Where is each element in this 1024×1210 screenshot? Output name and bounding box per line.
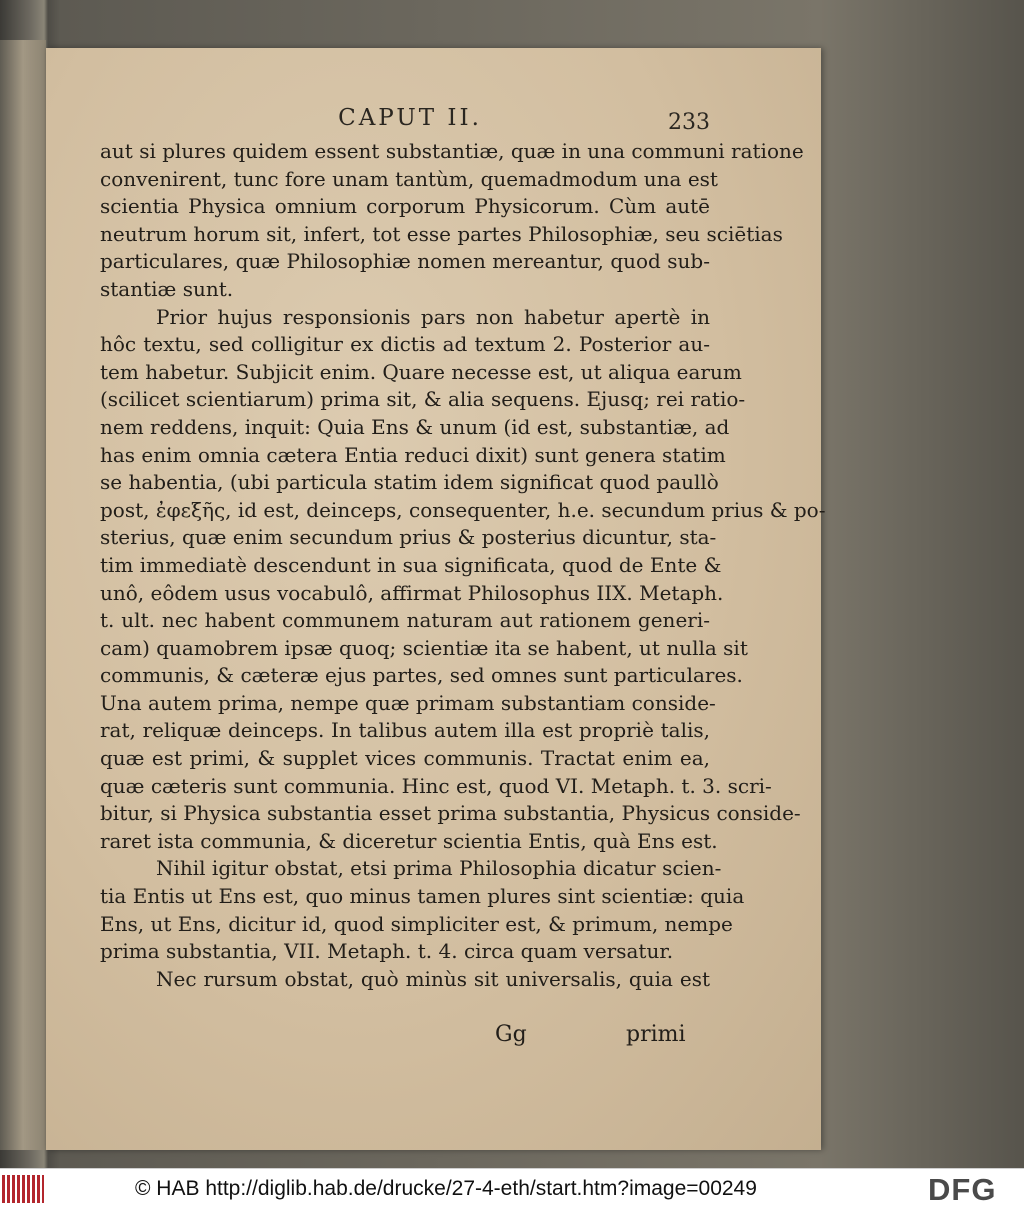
text-line: tia Entis ut Ens est, quo minus tamen plures sint scientiæ: quia: [100, 884, 745, 909]
copyright-link[interactable]: © HAB http://diglib.hab.de/drucke/27-4-eth/start.htm?image=00249: [135, 1177, 757, 1200]
text-line: post, ἐφεξῆς, id est, deinceps, consequenter, h.e. secundum prius & po-: [100, 497, 826, 522]
viewer-footer: [0, 1168, 1024, 1210]
library-logo-icon: [2, 1175, 44, 1203]
page-number: 233: [668, 110, 710, 135]
dfg-logo: DFG: [928, 1172, 997, 1207]
text-line: communis, & cæteræ ejus partes, sed omnes sunt particulares.: [100, 663, 743, 688]
text-line: quæ cæteris sunt communia. Hinc est, quod VI. Metaph. t. 3. scri-: [100, 773, 772, 798]
text-line: scientia Physica omnium corporum Physicorum. Cùm autē: [100, 194, 710, 219]
body-text: [100, 138, 826, 993]
text-line: rat, reliquæ deinceps. In talibus autem illa est propriè talis,: [100, 718, 710, 743]
text-line: convenirent, tunc fore unam tantùm, quemadmodum una est: [100, 166, 718, 191]
text-line: raret ista communia, & diceretur scientia Entis, quà Ens est.: [100, 828, 718, 853]
text-line: (scilicet scientiarum) prima sit, & alia sequens. Ejusq; rei ratio-: [100, 387, 746, 412]
text-line: quæ est primi, & supplet vices communis. Tractat enim ea,: [100, 746, 710, 771]
text-line: stantiæ sunt.: [100, 276, 234, 301]
facing-page-edge: [0, 40, 46, 1150]
text-line: tim immediatè descendunt in sua significata, quod de Ente &: [100, 552, 722, 577]
text-line: Ens, ut Ens, dicitur id, quod simpliciter est, & primum, nempe: [100, 911, 733, 936]
signature-mark: Gg: [495, 1022, 527, 1047]
text-line: nem reddens, inquit: Quia Ens & unum (id est, substantiæ, ad: [100, 414, 730, 439]
text-line: tem habetur. Subjicit enim. Quare necesse est, ut aliqua earum: [100, 359, 742, 384]
text-line: Nec rursum obstat, quò minùs sit universalis, quia est: [156, 966, 710, 991]
text-line: sterius, quæ enim secundum prius & posterius dicuntur, sta-: [100, 525, 717, 550]
text-line: cam) quamobrem ipsæ quoq; scientiæ ita se habent, ut nulla sit: [100, 635, 748, 660]
text-line: has enim omnia cætera Entia reduci dixit) sunt genera statim: [100, 442, 726, 467]
text-line: particulares, quæ Philosophiæ nomen mereantur, quod sub-: [100, 249, 710, 274]
catchword: primi: [626, 1022, 686, 1047]
running-head: CAPUT II.: [338, 105, 482, 131]
text-line: unô, eôdem usus vocabulô, affirmat Philosophus IIX. Metaph.: [100, 580, 724, 605]
text-line: neutrum horum sit, infert, tot esse partes Philosophiæ, seu sciētias: [100, 221, 783, 246]
text-line: prima substantia, VII. Metaph. t. 4. circa quam versatur.: [100, 939, 674, 964]
text-line: t. ult. nec habent communem naturam aut rationem generi-: [100, 608, 710, 633]
text-line: hôc textu, sed colligitur ex dictis ad textum 2. Posterior au-: [100, 332, 710, 357]
text-line: se habentia, (ubi particula statim idem significat quod paullò: [100, 470, 719, 495]
text-line: aut si plures quidem essent substantiæ, quæ in una communi ratione: [100, 139, 804, 163]
text-line: bitur, si Physica substantia esset prima substantia, Physicus conside-: [100, 801, 801, 826]
text-line: Prior hujus responsionis pars non habetur apertè in: [156, 304, 710, 329]
text-line: Nihil igitur obstat, etsi prima Philosophia dicatur scien-: [156, 856, 722, 881]
text-line: Una autem prima, nempe quæ primam substantiam conside-: [100, 690, 716, 715]
